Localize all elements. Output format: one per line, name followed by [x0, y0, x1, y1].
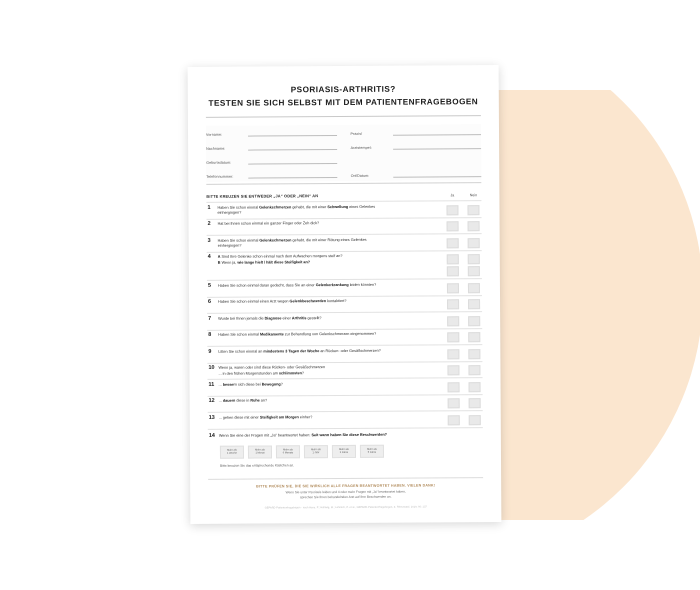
question-row	[207, 361, 482, 379]
checkbox-nein[interactable]	[468, 222, 480, 232]
field-vorname[interactable]	[206, 125, 337, 137]
answer-column-nein	[468, 255, 480, 277]
checkbox-nein[interactable]	[468, 316, 480, 326]
identity-section	[206, 125, 481, 183]
scale-option[interactable]	[304, 445, 328, 458]
question-number: 14	[208, 434, 219, 440]
question-number: 12	[208, 399, 219, 405]
field-line[interactable]	[248, 156, 337, 165]
checkbox-nein[interactable]	[468, 333, 480, 343]
question-number: 4	[207, 255, 218, 261]
question-text: ... gehen diese mit einer Steifigkeit am Morgen einher?	[219, 414, 448, 421]
footer-body	[208, 489, 483, 501]
identity-divider	[206, 183, 481, 186]
answer-boxes	[448, 398, 483, 409]
question-row	[206, 201, 481, 219]
question-number: 7	[207, 317, 218, 323]
column-header-nein: Nein	[467, 194, 479, 198]
checkbox-nein[interactable]	[468, 238, 480, 248]
question-number: 6	[207, 300, 218, 306]
footer-divider	[208, 477, 483, 480]
scale-option[interactable]	[332, 445, 356, 458]
checkbox-ja[interactable]	[447, 300, 459, 310]
scale-checkbox[interactable]	[332, 445, 356, 458]
checkbox-nein[interactable]	[468, 300, 480, 310]
answer-boxes	[446, 204, 481, 215]
question-text: Hat bei Ihnen schon einmal ein ganzer Finger oder Zeh dick?	[218, 221, 447, 228]
question-number: 5	[207, 284, 218, 290]
scale-label-line-1: Mehr als	[361, 447, 383, 451]
column-header-ja: Ja	[446, 194, 458, 198]
question-number: 9	[207, 350, 218, 356]
title-divider	[206, 116, 481, 119]
question-row	[207, 345, 482, 363]
scale-checkbox[interactable]	[220, 445, 244, 458]
scale-label-line-1: Mehr als	[333, 448, 355, 452]
scale-option[interactable]	[360, 444, 384, 457]
field-line	[393, 156, 482, 165]
scale-label-line-2: 1 Jahr	[305, 451, 327, 455]
checkbox-ja[interactable]	[447, 222, 459, 232]
checkbox-nein[interactable]	[468, 349, 480, 359]
checkbox-ja[interactable]	[447, 316, 459, 326]
scale-checkbox[interactable]	[276, 445, 300, 458]
question-text: Haben Sie schon einmal Gelenkschmerzen gehabt, die mit einer Schwellung eines Gelenkes einhergingen?	[217, 204, 446, 216]
page-title-line-2: TESTEN SIE SICH SELBST MIT DEM PATIENTENFRAGEBOGEN	[206, 96, 481, 110]
answer-column-headers	[446, 194, 481, 198]
question-row	[207, 295, 482, 313]
field-ort-datum[interactable]	[351, 167, 482, 179]
scale-label-line-1: Mehr als	[221, 448, 243, 452]
question-text: Haben Sie schon einmal daran gedacht, dass Sie an einer Gelenkerkrankung leiden könnten?	[218, 282, 447, 289]
answer-boxes	[448, 381, 483, 392]
answer-boxes	[447, 237, 482, 248]
checkbox-ja[interactable]	[447, 333, 459, 343]
question-row	[207, 312, 482, 330]
checkbox-ja[interactable]	[448, 382, 460, 392]
question-number: 3	[207, 239, 218, 245]
scale-option[interactable]	[220, 445, 244, 458]
questionnaire-page	[188, 65, 502, 524]
question-text: Wenn ja, waren oder sind diese Rücken- oder Gesäßschmerzen ... in den frühen Morgenstunden am schlimmsten?	[218, 365, 447, 377]
checkbox-nein[interactable]	[467, 205, 479, 215]
question-text: Wurde bei Ihnen jemals die Diagnose einer Arthritis gestellt?	[218, 315, 447, 322]
instruction-row	[206, 193, 481, 200]
checkbox-nein[interactable]	[469, 399, 481, 409]
checkbox-nein[interactable]	[469, 382, 481, 392]
question-row	[207, 217, 482, 235]
answer-boxes	[447, 254, 482, 277]
question-number: 10	[207, 366, 218, 372]
question-row-14	[208, 428, 483, 439]
field-line[interactable]	[248, 142, 337, 151]
question-row	[207, 250, 482, 280]
footer-source-citation: GEPARD-Patientenfragebogen · nach Hens, P.; Helliwig, M.; Lahmich, P. et al., GEPARD-Patientenfragebogen, Z. Rheumatol. 2019; 66: 137	[208, 506, 483, 511]
checkbox-nein-b[interactable]	[468, 267, 480, 277]
question-14-bold: Seit wann haben Sie diese Beschwerden?	[311, 433, 387, 437]
field-telefonnummer[interactable]	[206, 167, 337, 179]
question-number: 8	[207, 333, 218, 339]
answer-boxes	[448, 414, 483, 425]
field-label: Vorname:	[206, 133, 244, 137]
checkbox-ja[interactable]	[448, 415, 460, 425]
field-label: Telefonnummer:	[206, 175, 244, 179]
field-line[interactable]	[393, 142, 482, 151]
answer-boxes	[447, 299, 482, 310]
field-line[interactable]	[248, 170, 337, 179]
answer-boxes	[447, 365, 482, 376]
checkbox-nein[interactable]	[469, 415, 481, 425]
checkbox-ja[interactable]	[446, 205, 458, 215]
scale-checkbox[interactable]	[304, 445, 328, 458]
footer	[208, 477, 483, 511]
instruction-text: BITTE KREUZEN SIE ENTWEDER „JA“ ODER „NEIN“ AN	[206, 193, 446, 199]
footer-headline: BITTE PRÜFEN SIE, DIE SIE WIRKLICH ALLE FRAGEN BEANTWORTET HABEN. VIELEN DANK!	[208, 483, 483, 489]
question-number: 2	[207, 222, 218, 228]
footer-body-line-1: Wenn Sie unter Psoriasis leiden und 4 oder mehr Fragen mit „Ja“ beantwortet haben,	[208, 489, 483, 496]
field-line[interactable]	[248, 128, 337, 137]
question-number: 1	[206, 206, 217, 212]
field-praxis[interactable]	[350, 125, 481, 137]
field-geburtsdatum[interactable]	[206, 153, 337, 165]
question-row	[207, 328, 482, 346]
scale-caption: Bitte kreuzen Sie das entsprechende Kästchen an.	[220, 462, 483, 468]
checkbox-ja[interactable]	[447, 366, 459, 376]
question-row	[207, 279, 482, 297]
question-14-plain: Wenn Sie eine der Fragen mit „Ja“ beantwortet haben:	[219, 433, 312, 438]
field-label: Ort/Datum:	[351, 174, 389, 178]
page-title-line-1: PSORIASIS-ARTHRITIS?	[206, 83, 481, 97]
question-text	[219, 432, 483, 439]
scale-checkbox[interactable]	[360, 444, 384, 457]
question-row	[208, 411, 483, 430]
question-text: A Sind Ihre Gelenke schon einmal nach dem Aufwachen morgens steif an? B Wenn ja, wie lange hielt / hält diese Steifigkeit an?	[218, 254, 447, 266]
field-spacer	[351, 153, 482, 165]
question-number: 11	[208, 383, 219, 389]
question-row	[207, 234, 482, 252]
question-list	[206, 201, 482, 430]
checkbox-ja-b[interactable]	[447, 267, 459, 277]
question-text: Haben Sie schon einmal Gelenkschmerzen gehabt, die mit einer Rötung eines Gelenkes einhergingen?	[218, 237, 447, 249]
answer-boxes	[447, 348, 482, 359]
scale-label-line-1: Mehr als	[277, 448, 299, 452]
answer-boxes	[447, 332, 482, 343]
field-label: Geburtsdatum:	[206, 161, 244, 165]
question-text: ... bessern sich diese bei Bewegung?	[219, 381, 448, 388]
field-label: Nachname:	[206, 147, 244, 151]
scale-label-line-1: Mehr als	[249, 448, 271, 452]
question-row	[208, 378, 483, 396]
field-label: Arztstempel:	[351, 146, 389, 150]
checkbox-ja-a[interactable]	[447, 255, 459, 265]
question-text: ... dauern diese in Ruhe an?	[219, 398, 448, 405]
decorative-mask-bottom	[430, 520, 700, 590]
checkbox-nein[interactable]	[468, 366, 480, 376]
question-text: Litten Sie schon einmal an mindestens 3 Tagen der Woche an Rücken- oder Gesäßschmerzen?	[218, 348, 447, 355]
answer-boxes	[447, 221, 482, 232]
field-arztstempel[interactable]	[351, 139, 482, 151]
field-line[interactable]	[392, 128, 481, 137]
identity-column-right	[350, 125, 481, 182]
checkbox-nein-a[interactable]	[468, 255, 480, 265]
scale-label-line-2: 6 Monate	[277, 452, 299, 456]
scale-label-line-2: 2 Jahre	[333, 451, 355, 455]
checkbox-ja[interactable]	[447, 283, 459, 293]
footer-body-line-2: sprechen Sie Ihren behandelnden Arzt auf Ihre Beschwerden an.	[208, 494, 483, 501]
field-line[interactable]	[393, 170, 482, 179]
checkbox-ja[interactable]	[447, 349, 459, 359]
question-row	[208, 394, 483, 412]
scale-option[interactable]	[248, 445, 272, 458]
field-nachname[interactable]	[206, 139, 337, 151]
scale-label-line-2: 1 Monat	[249, 452, 271, 456]
answer-boxes	[447, 315, 482, 326]
question-number: 13	[208, 416, 219, 422]
checkbox-nein[interactable]	[468, 283, 480, 293]
scale-label-line-2: 5 Jahre	[361, 451, 383, 455]
question-text: Haben Sie schon einmal einen Arzt wegen Gelenkbeschwerden kontaktiert?	[218, 299, 447, 306]
scale-label-line-2: 1 Woche	[221, 452, 243, 456]
page-title	[206, 83, 481, 110]
field-label: Praxis/	[351, 132, 389, 136]
scale-checkbox[interactable]	[248, 445, 272, 458]
question-text: Haben Sie schon einmal Medikamente zur Behandlung von Gelenkschmerzen eingenommen?	[218, 332, 447, 339]
duration-scale	[220, 444, 483, 459]
scale-label-line-1: Mehr als	[305, 448, 327, 452]
answer-column-ja	[447, 255, 459, 277]
answer-boxes	[447, 282, 482, 293]
checkbox-ja[interactable]	[448, 399, 460, 409]
checkbox-ja[interactable]	[447, 238, 459, 248]
identity-column-left	[206, 125, 337, 182]
scale-option[interactable]	[276, 445, 300, 458]
